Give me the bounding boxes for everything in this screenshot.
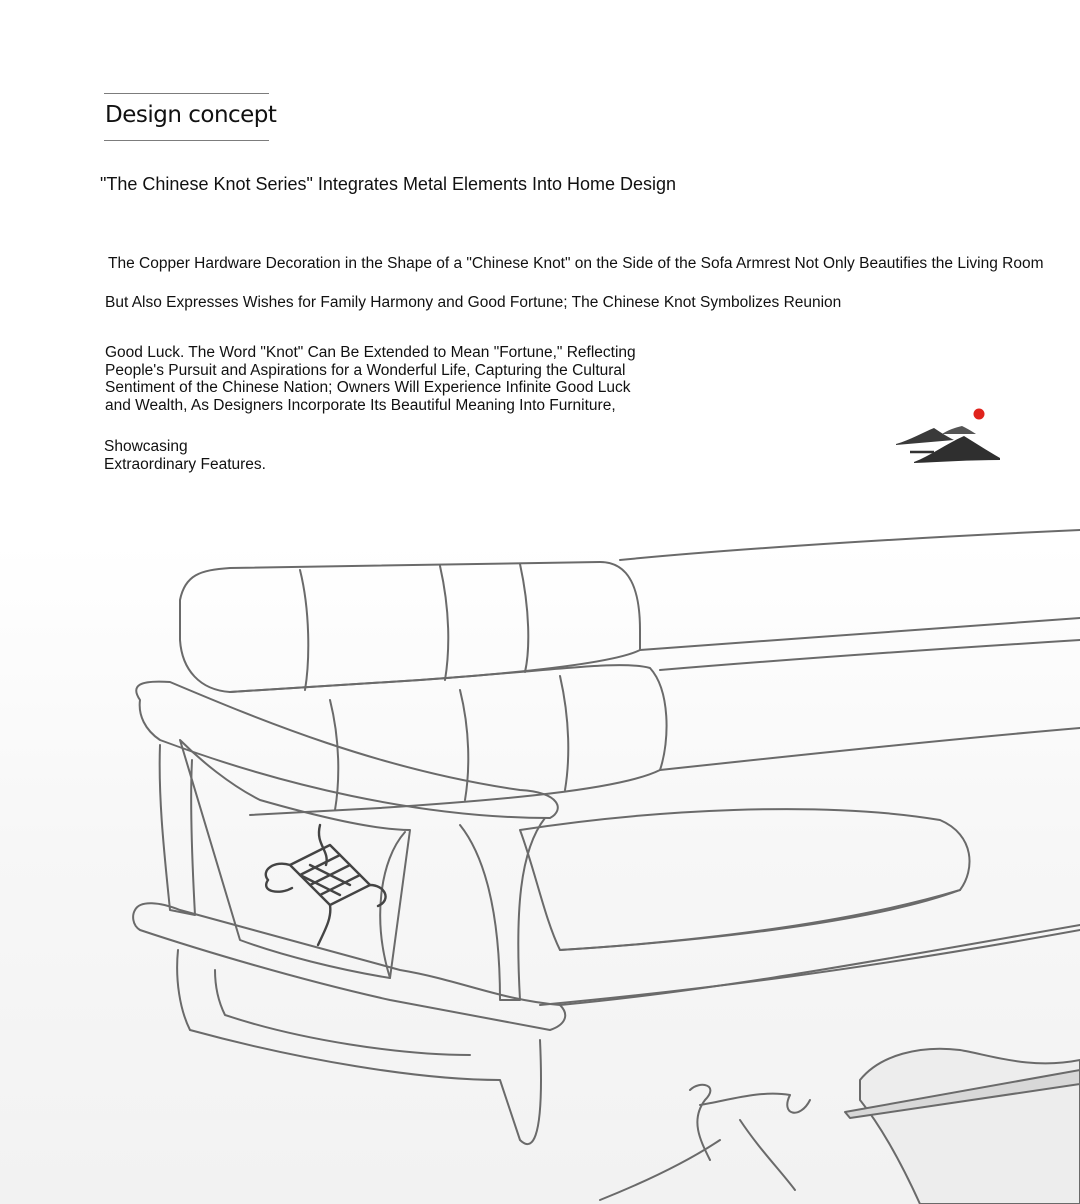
base-lower (177, 950, 541, 1144)
design-concept-header (104, 93, 277, 141)
drawing-hand (860, 1049, 1080, 1204)
header-top-rule (104, 93, 269, 94)
closing-line: Showcasing (104, 438, 188, 455)
base-right-rail (560, 925, 1080, 1005)
back-cushion-right (620, 530, 1080, 650)
description-paragraph (105, 344, 665, 414)
armrest-leg-right (460, 818, 545, 1000)
paragraph-line: Sentiment of the Chinese Nation; Owners Will Experience Infinite Good Luck (105, 379, 631, 397)
back-cushion-upper (180, 562, 640, 692)
back-cushion-lower (230, 665, 667, 815)
seat-cushion (520, 809, 970, 950)
seat-front (540, 890, 1080, 1005)
chinese-knot-icon (266, 825, 386, 945)
design-concept-title: Design concept (105, 102, 277, 128)
base-inner (215, 970, 470, 1055)
description-line-2: But Also Expresses Wishes for Family Harmony and Good Fortune; The Chinese Knot Symbolizes Reunion (105, 294, 842, 311)
series-subtitle: "The Chinese Knot Series" Integrates Metal Elements Into Home Design (100, 174, 677, 194)
closing-line: Extraordinary Features. (104, 456, 266, 473)
description-line-1: The Copper Hardware Decoration in the Shape of a "Chinese Knot" on the Side of the Sofa Armrest Not Only Beautifies the Living Room (108, 255, 1044, 272)
mountain-sun-icon (890, 402, 1005, 468)
armrest-top (136, 682, 558, 818)
paragraph-line: and Wealth, As Designers Incorporate Its Beautiful Meaning Into Furniture, (105, 396, 616, 414)
header-bottom-rule (104, 140, 269, 141)
artist-signature (600, 1085, 810, 1200)
paragraph-line: Good Luck. The Word "Knot" Can Be Extended to Mean "Fortune," Reflecting (105, 344, 636, 361)
base-frame (133, 903, 565, 1030)
paragraph-line: People's Pursuit and Aspirations for a Wonderful Life, Capturing the Cultural (105, 361, 626, 379)
back-cushion-lower-right (660, 640, 1080, 770)
sofa-sketch (0, 500, 1080, 1204)
closing-text (104, 438, 266, 474)
